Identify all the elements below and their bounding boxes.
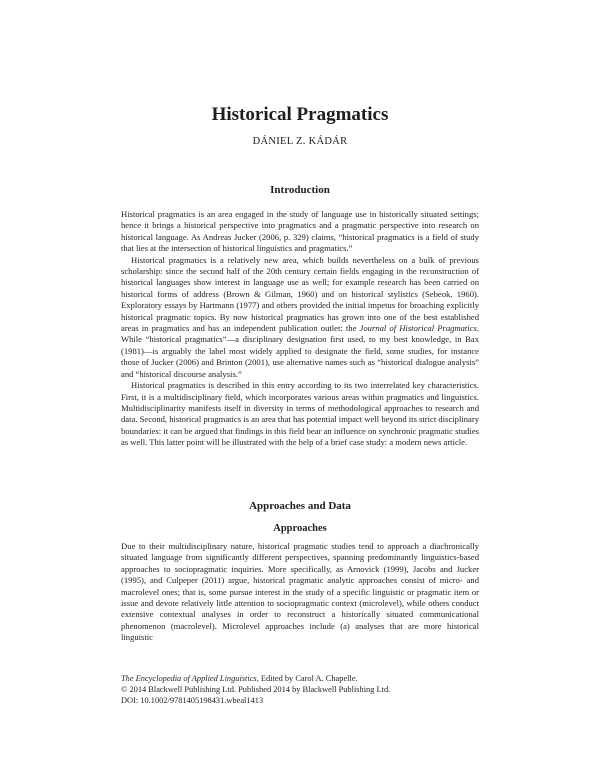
doi-line: DOI: 10.1002/9781405198431.wbeal1413 <box>121 696 264 706</box>
approaches-and-data-heading: Approaches and Data <box>249 500 351 512</box>
introduction-paragraph-1: Historical pragmatics is an area engaged in the study of language use in historically situated settings; hence it brings a historical perspective into pragmatics and a pragmatic perspective into research on historical language. As Andreas Jucker (2006, p. 329) claims, “historical pragmatics is a field of study that lies at the intersection of historical linguistics and pragmatics.” <box>121 209 479 254</box>
introduction-paragraph-3: Historical pragmatics is described in this entry according to its two interrelated key characteristics. First, it is a multidisciplinary field, which incorporates various areas within pragmatics and linguistics. Multidisciplinarity manifests itself in diversity in terms of methodological approaches to research and data. Second, historical pragmatics is an area that has potential impact well beyond its strict disciplinary boundaries: it can be argued that findings in this field bear an influence on synchronic pragmatic studies as well. This latter point will be illustrated with the help of a brief case study: a modern news article. <box>121 380 479 448</box>
article-title: Historical Pragmatics <box>211 104 389 125</box>
encyclopedia-title: The Encyclopedia of Applied Linguistics <box>121 674 257 683</box>
citation-line: The Encyclopedia of Applied Linguistics, Edited by Carol A. Chapelle. <box>121 674 358 683</box>
copyright-line: © 2014 Blackwell Publishing Ltd. Published 2014 by Blackwell Publishing Ltd. <box>121 685 391 695</box>
approaches-subheading: Approaches <box>273 523 327 534</box>
approaches-body <box>121 541 479 644</box>
introduction-body <box>121 209 479 449</box>
introduction-paragraph-2: Historical pragmatics is a relatively new area, which builds nevertheless on a bulk of previous scholarship: since the second half of the 20th century certain fields engaging in the reconstruction of historical languages show interest in language use as well; for example research has been carried on historical forms of address (Brown & Gilman, 1960) and on historical stylistics (Sebeok, 1960). Exploratory essays by Hartmann (1977) and others provided the initial impetus for broaching explicitly historical pragmatic topics. By now historical pragmatics has grown into one of the best established areas in pragmatics and has an independent publication outlet: the Journal of Historical Pragmatics. While “historical pragmatics”—a disciplinary designation first used, to my best knowledge, in Bax (1981)—is arguably the label most widely applied to designate the field, some studies, for instance those of Jucker (2006) and Brinton (2001), use alternative names such as “historical dialogue analysis” and “historical discourse analysis.” <box>121 254 480 379</box>
publication-footer <box>121 673 479 707</box>
journal-title: Journal of Historical Pragmatics <box>359 323 477 334</box>
approaches-paragraph-1: Due to their multidisciplinary nature, historical pragmatic studies tend to approach a diachronically situated language from significantly different perspectives, spanning predominantly linguistics-based approaches to sociopragmatic inquiries. More specifically, as Arnovick (1999), Jacobs and Jucker (1995), and Culpeper (2011) argue, historical pragmatic analytic approaches consist of micro- and macrolevel ones; that is, some pursue interest in the study of a specific linguistic or pragmatic item or issue and devote relatively little attention to sociopragmatic context (microlevel), while others conduct extensive contextual analyses in order to reconstruct a historically situated communicational phenomenon (macrolevel). Microlevel approaches include (a) analyses that are more historical linguistic <box>121 541 479 643</box>
author-name: DÁNIEL Z. KÁDÁR <box>252 136 348 147</box>
introduction-heading: Introduction <box>270 184 330 196</box>
